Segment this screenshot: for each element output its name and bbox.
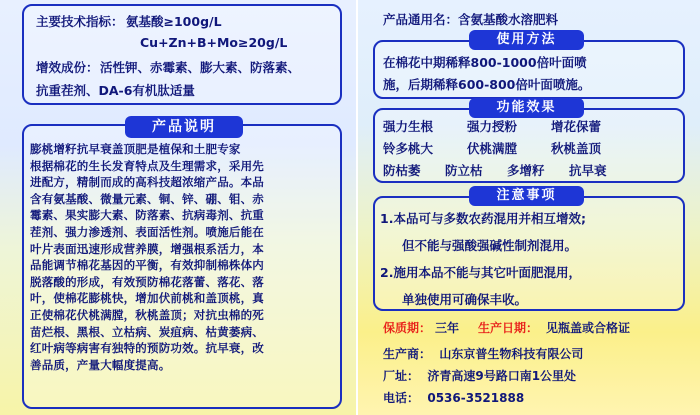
description-line: 脱落酸的形成，有效预防棉花落蕾、落花、落 — [30, 274, 264, 289]
usage-line-1: 在棉花中期稀释800-1000倍叶面喷 — [383, 55, 587, 70]
function-item: 强力生根 — [383, 119, 434, 134]
notice-line-4: 单独使用可确保丰收。 — [402, 292, 528, 307]
description-line: 叶片表面迅速形成营养膜，增强根系活力，本 — [30, 241, 264, 256]
function-item: 防枯萎 — [383, 163, 421, 178]
common-name: 产品通用名：含氨基酸水溶肥料 — [383, 12, 559, 27]
shelf-life-label: 保质期： — [383, 321, 432, 335]
production-date-label: 生产日期： — [478, 321, 539, 335]
function-item: 强力授粉 — [467, 119, 518, 134]
function-item: 防立枯 — [445, 163, 483, 178]
shelf-life-value: 三年 — [435, 321, 460, 335]
description-line: 苗烂根、黑根、立枯病、炭疽病、枯黄萎病、 — [30, 324, 264, 339]
notice-title: 注意事项 — [469, 186, 584, 206]
tech-line-1: 氨基酸≥100g/L — [126, 14, 222, 29]
function-row-2 — [383, 139, 601, 157]
boost-label: 增效成份： — [36, 60, 99, 75]
function-row-1 — [383, 117, 601, 135]
tech-label: 主要技术指标： — [36, 14, 124, 29]
description-line: 根据棉花的生长发育特点及生理需求，采用先 — [30, 158, 264, 173]
description-line: 霉素、果实膨大素、防落素、抗病毒剂、抗重 — [30, 208, 264, 223]
function-row-3 — [383, 161, 607, 179]
function-item: 秋桃盖顶 — [551, 141, 602, 156]
notice-line-1: 1.本品可与多数农药混用并相互增效; — [380, 211, 586, 226]
usage-line-2: 施，后期稀释600-800倍叶面喷施。 — [383, 77, 591, 92]
description-line: 进配方，精制而成的高科技超浓缩产品。本品 — [30, 175, 264, 190]
phone-number: 电话： 0536-3521888 — [383, 391, 525, 405]
description-line: 品能调节棉花基因的平衡，有效抑制棉株体内 — [30, 258, 264, 273]
tech-line-2: Cu+Zn+B+Mo≥20g/L — [140, 35, 288, 50]
function-item: 多增籽 — [507, 163, 545, 178]
notice-line-2: 但不能与强酸强碱性制剂混用。 — [402, 238, 578, 253]
description-line: 红叶病等病害有独特的预防功效。抗早衰，改 — [30, 341, 264, 356]
description-title: 产品说明 — [125, 116, 243, 138]
factory-address: 厂址： 济青高速9号路口南1公里处 — [383, 369, 577, 383]
function-item: 增花保蕾 — [551, 119, 602, 134]
description-line: 善品质，产量大幅度提高。 — [30, 357, 171, 372]
function-item: 铃多桃大 — [383, 141, 434, 156]
description-paragraph — [30, 141, 264, 373]
function-item: 伏桃满膛 — [467, 141, 518, 156]
manufacturer: 生产商： 山东京普生物科技有限公司 — [383, 347, 584, 361]
function-title: 功能效果 — [469, 98, 584, 118]
notice-line-3: 2.施用本品不能与其它叶面肥混用， — [380, 265, 581, 280]
production-date-value: 见瓶盖或合格证 — [546, 321, 631, 335]
usage-title: 使用方法 — [469, 30, 584, 50]
description-line: 正使棉花伏桃满膛，秋桃盖顶；对抗虫棉的死 — [30, 307, 264, 322]
description-line: 叶，使棉花膨桃快，增加伏前桃和盖顶桃，真 — [30, 291, 264, 306]
description-line: 茬剂、强力渗透剂、表面活性剂。喷施后能在 — [30, 224, 264, 239]
boost-line-1: 活性钾、赤霉素、膨大素、防落素、 — [100, 60, 301, 75]
panel-divider — [356, 0, 358, 415]
description-line: 膨桃增籽抗早衰盖顶肥是植保和土肥专家 — [30, 142, 241, 156]
boost-line-2: 抗重茬剂、DA-6有机肽适量 — [36, 83, 195, 98]
function-item: 抗早衰 — [569, 163, 607, 178]
description-line: 含有氨基酸、微量元素、铜、锌、硼、钼、赤 — [30, 191, 264, 206]
